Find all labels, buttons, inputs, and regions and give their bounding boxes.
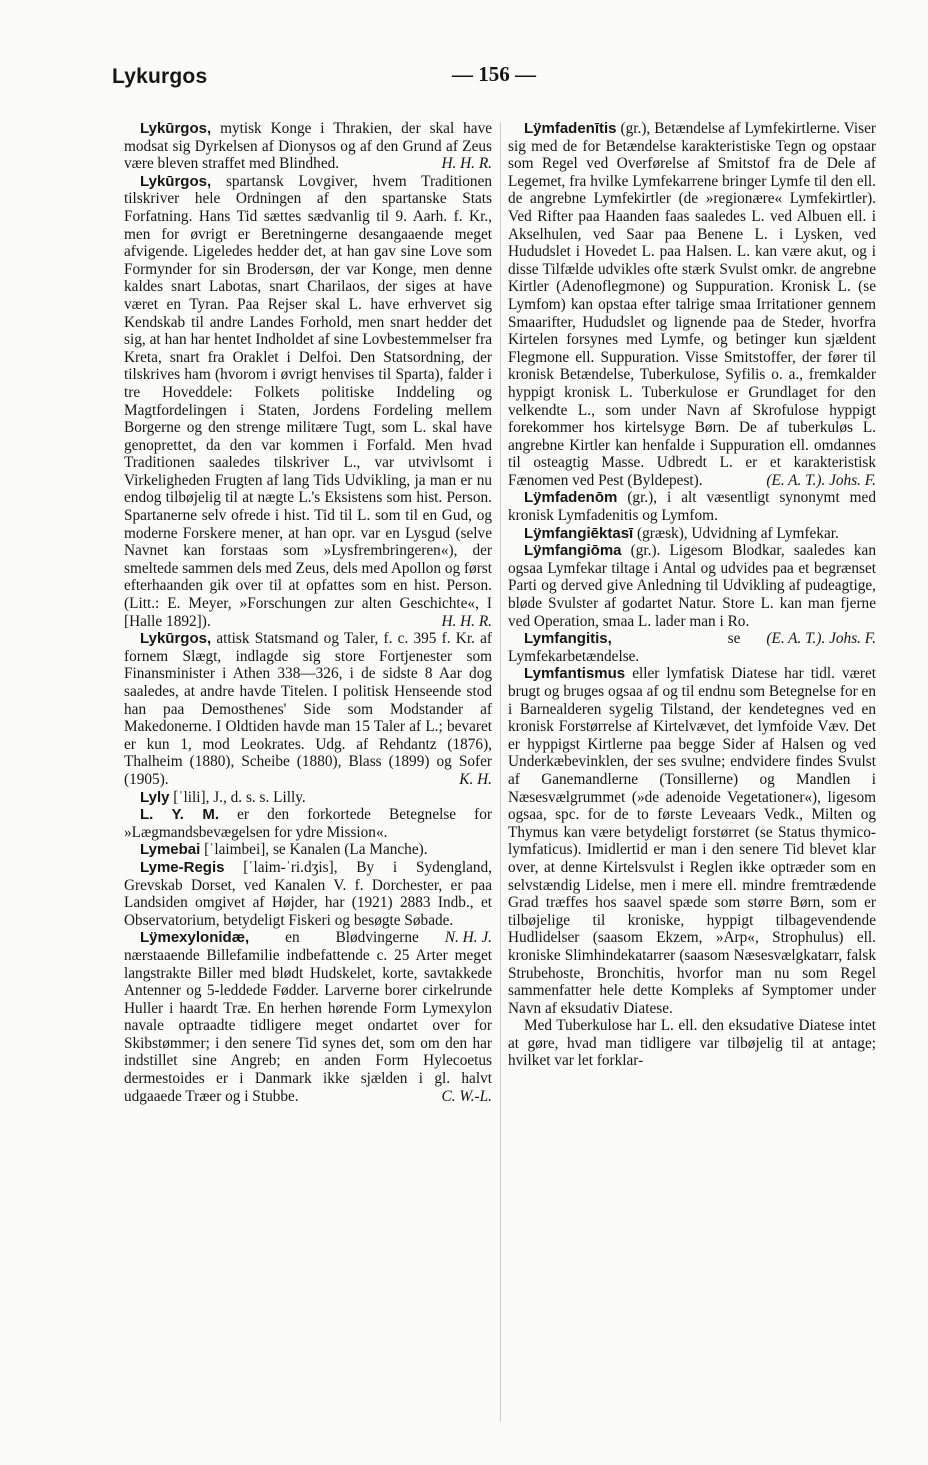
dictionary-entry — [124, 806, 492, 841]
entry-signature: K. H. — [459, 770, 492, 788]
dictionary-entry — [124, 789, 492, 807]
entry-text: er den forkortede Betegnelse for »Lægmandsbevægelsen for ydre Mission«. — [124, 806, 492, 841]
dictionary-entry — [508, 1017, 876, 1070]
page-header — [112, 62, 888, 102]
header-catchword: Lykurgos — [112, 65, 208, 88]
entry-headword: Lykūrgos, — [140, 630, 212, 648]
entry-text: [ˈlaimbei], se Kanalen (La Manche). — [204, 841, 428, 859]
entry-headword: Lyly — [140, 788, 170, 806]
entry-text: [ˈlili], J., d. s. s. Lilly. — [173, 788, 306, 806]
entry-text: (græsk), Udvidning af Lymfekar. — [637, 524, 839, 542]
entry-headword: Lÿmfangiōma — [524, 542, 622, 560]
entry-headword: Lÿmfangiēktasī — [524, 524, 634, 542]
entry-text: eller lymfatisk Diatese har tidl. været brugt og bruges ogsaa af og til endnu som Betegnelse for en i Barnealderen sygelig Tilstand, der kendetegnes ved en kronisk Forstørrelse af Kirtelvævet, det lymfoide Væv. Det er hyppigst Kirtlerne paa begge Sider af Halsen og ved Underkæbevinklen, der ses svulne; endvidere findes Svulst af Ganemandlerne (Tonsillerne) og Mandlen i Næsesvælgrummet (»de adenoide Vegetationer«), ligesom ogsaa, spc. for de to første Leveaars Vedk., Milten og Thymus kan være betydeligt forstørret (se Status thymico-lymfaticus). Imidlertid er man i den senere Tid blevet klar over, at denne Kirtelsvulst i Reglen ikke optræder som en selvstændig Lidelse, men i mere ell. mindre fremtrædende Grad træffes hos saavel spæde som større Børn, som er tilbøjelige til kroniske, hyppigt tilbagevendende Hudlidelser (saasom Ekzem, »Arp«, Strophulus) ell. kroniske Slimhindekatarrer (saasom Næsesvælgkatarr, falsk Strubehoste, Bronchitis, hvorfor man nu som Regel sammenfatter hele dette Kompleks af Symptomer under Navn af eksudativ Diatese. — [508, 665, 877, 1017]
entry-text: spartansk Lovgiver, hvem Traditionen tilskriver hele Ordningen af den spartanske Stats Forfatning. Hans Tid sættes sædvanlig til 9. Aarh. f. Kr., men for øvrigt er Beretningerne desangaaende meget afvigende. Ligeledes hedder det, at han gav sine Love som Formynder for sin Brodersøn, der var Konge, men denne kaldes snart Labotas, snart Charilaos, der siges at have været en Tyran. Paa Rejser skal L. have erhvervet sig Kendskab til andre Landes Forhold, men snart hedder det sig, at han har hentet Indholdet af sine Lovbestemmelser fra Kreta, snart fra Oraklet i Delfoi. Den Statsordning, der tilskrives ham (hvorom i øvrigt henvises til Sparta), falder i tre Hoveddele: Folkets politiske Inddeling og Magtfordelingen i Staten, Jordens Fordeling mellem Borgerne og den strenge militære Tugt, som L. skal have genoprettet, da den var kommen i Forfald. Men hvad Traditionen saaledes tilskriver L., var utvivlsomt i Virkeligheden Frugten af lang Tids Udvikling, ja man er nu endog tilbøjelig til at nægte L.'s Eksistens som hist. Person. Spartanerne selv ofrede i hist. Tid til L. som til en Gud, og moderne Forskere mener, at han opr. var en Lysgud (selve Navnet kan forstaas som »Lysfrembringeren«), der smeltede sammen dels med Zeus, dels med Apollon og først efterhaanden gik over til at opfattes som en hist. Person. (Litt.: E. Meyer, »Forschungen zur alten Geschichte«, I [Halle 1892]). — [124, 172, 493, 630]
entry-signature: C. W.-L. — [441, 1087, 492, 1105]
dictionary-entry — [124, 630, 492, 788]
dictionary-entry — [124, 841, 492, 859]
dictionary-entry — [508, 525, 876, 543]
entry-headword: L. Y. M. — [140, 806, 220, 824]
left-column — [124, 120, 492, 1105]
entry-text: se Lymfekarbetændelse. — [508, 630, 741, 665]
page-number: — 156 — — [452, 62, 536, 86]
entry-signature: (E. A. T.). Johs. F. — [766, 471, 876, 489]
entry-headword: Lyme-Regis — [140, 858, 225, 876]
entry-text: en Blødvingerne nærstaaende Billefamilie indbefattende c. 25 Arter meget langstrakte Biller med blødt Hudskelet, korte, savtakkede Antenner og 5-leddede Fødder. Larverne borer cirkelrunde Huller i haardt Træ. En herhen hørende Form Lymexylon navale optraadte tidligere meget ondartet over for Skibstømmer; i den senere Tid synes det, som om den har indstillet sine Angreb; en anden Form Hylecoetus dermestoides er i Danmark ikke sjælden i gl. halvt udgaaede Træer og i Stubbe. — [124, 929, 492, 1105]
column-divider — [500, 122, 501, 1422]
entry-text: (gr.), i alt væsentligt synonymt med kronisk Lymfadenitis og Lymfom. — [508, 489, 876, 525]
entry-signature: H. H. R. — [441, 155, 492, 173]
entry-text: Med Tuberkulose har L. ell. den eksudative Diatese intet at gøre, hvad man tidligere var tilbøjelig til at antage; hvilket var let forklar- — [508, 1017, 876, 1070]
entry-headword: Lykūrgos, — [140, 172, 212, 190]
dictionary-entry — [508, 489, 876, 524]
entry-signature: N. H. J. — [444, 929, 492, 947]
entry-headword: Lymfangitis, — [524, 630, 612, 648]
dictionary-entry — [124, 929, 492, 1105]
entry-headword: Lÿmexylonidæ, — [140, 929, 250, 947]
entry-signature: H. H. R. — [441, 612, 492, 630]
entry-headword: Lymfantismus — [524, 665, 626, 683]
entry-text: attisk Statsmand og Taler, f. c. 395 f. Kr. af fornem Slægt, indlagde sig store Fortjenester som Finansminister i Athen 338—326, i de sidste 8 Aar dog saaledes, at andre havde Titelen. I politisk Henseende stod han paa Demosthenes' Side som Modstander af Makedonerne. I Oldtiden havde man 15 Taler af L.; bevaret er kun 1, mod Leokrates. Udg. af Rehdantz (1876), Thalheim (1880), Scheibe (1880), Blass (1899) og Sofer (1905). — [124, 630, 492, 788]
entry-text: mytisk Konge i Thrakien, der skal have modsat sig Dyrkelsen af Dionysos og af den Grund af Zeus være bleven straffet med Blindhed. — [124, 120, 493, 173]
dictionary-entry — [508, 665, 876, 1017]
entry-headword: Lÿmfadenōm — [524, 489, 618, 507]
entry-headword: Lÿmfadenītis — [524, 120, 617, 137]
entry-text: (gr.). Ligesom Blodkar, saaledes kan ogsaa Lymfekar tiltage i Antal og udvides paa et begrænset Parti og derved give Anledning til Udvikling af pudeagtige, bløde Svulster af godartet Natur. Store L. kan man fjerne ved Operation, smaa L. lader man i Ro. — [508, 542, 876, 630]
dictionary-entry — [508, 120, 876, 489]
entry-headword: Lykūrgos, — [140, 120, 212, 137]
dictionary-entry — [124, 120, 492, 173]
entry-text: (gr.), Betændelse af Lymfekirtlerne. Viser sig med de for Betændelse karakteristiske Tegn og opstaar som Regel ved Overførelse af Smitstof fra de Dele af Legemet, fra hvilke Lymfekarrene bringer Lymfe til den ell. de angrebne Lymfekirtler (de »regionære« Lymfekirtler). Ved Rifter paa Haanden faas saaledes L. ved Albuen ell. i Akselhulen, ved Saar paa Benene L. i Lysken, ved Hududslet i Hovedet L. paa Halsen. L. kan være akut, og i disse Tilfælde udvikles ofte stærk Svulst omkr. de angrebne Kirtler (Adenoflegmone) og Suppuration. Kronisk L. (se Lymfom) kan opstaa efter talrige smaa Irritationer gennem Smaarifter, Hududslet og lignende paa de Steder, hvorfra Kirtelen forsynes med Lymfe, og betinger kun sjældent Flegmone ell. Suppuration. Visse Smitstoffer, der fører til kronisk Betændelse, Tuberkulose, Syfilis o. a., fremkalder hyppigt kronisk L. Tuberkulose er Grundlaget for den velkendte L., som under Navn af Skrofulose hyppigt forekommer hos kirtelsyge Børn. De af tuberkuløs L. angrebne Kirtler kan henfalde i Suppuration ell. omdannes til osteagtig Masse. Udbredt L. er et karakteristisk Fænomen ved Pest (Byldepest). — [508, 120, 876, 489]
entry-headword: Lymebai — [140, 841, 201, 859]
entry-signature: (E. A. T.). Johs. F. — [766, 630, 876, 648]
right-column — [508, 120, 876, 1070]
entry-text: [ˈlaim-ˈri.dʒis], By i Sydengland, Grevskab Dorset, ved Kanalen V. f. Dorchester, er paa Landsiden omgivet af Højder, har (1921) 2883 Indb., et Observatorium, betydeligt Fiskeri og besøgte Søbade. — [124, 858, 492, 929]
dictionary-entry — [124, 173, 492, 630]
